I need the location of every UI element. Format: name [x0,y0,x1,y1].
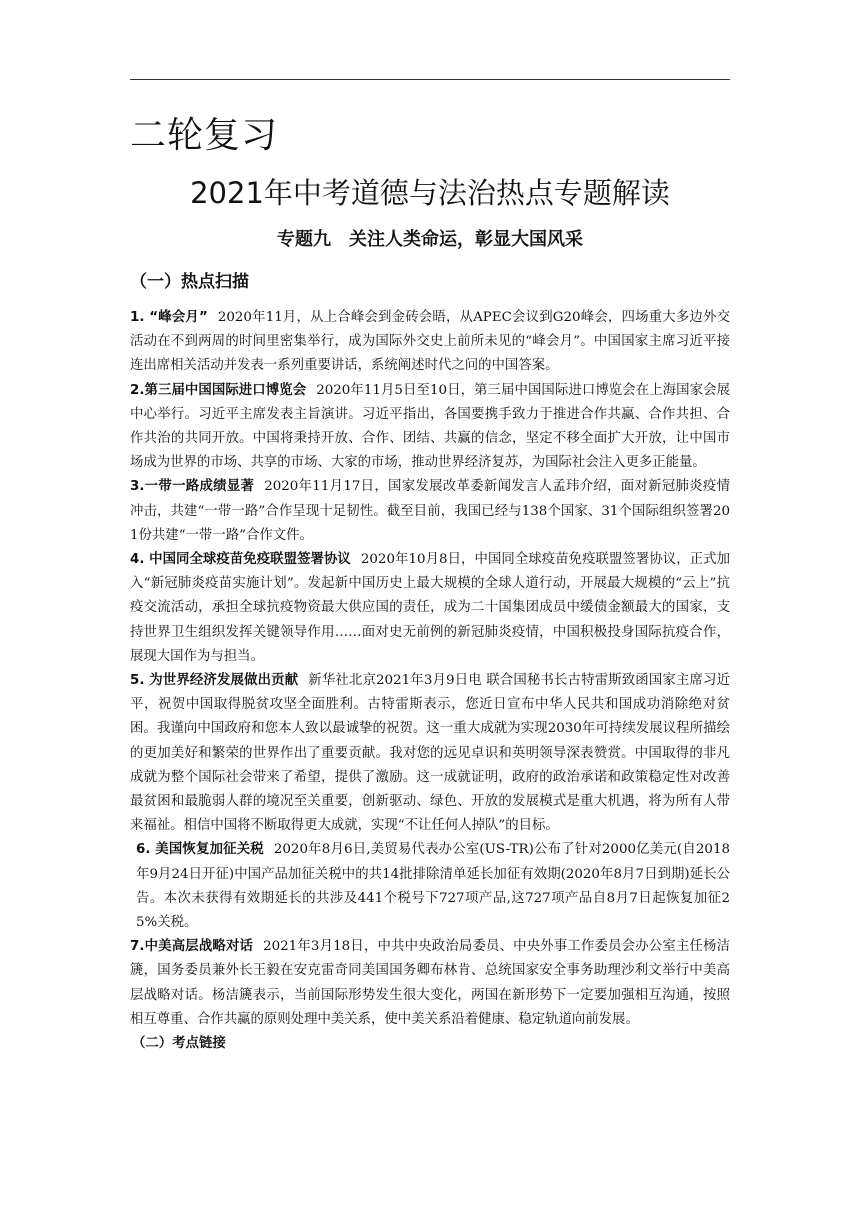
hotspot-item-1 [130,306,730,379]
review-title: 二轮复习 [130,115,279,156]
hotspot-item-title: 7.中美高层战略对话 [130,939,254,955]
hotspot-item-body: 2020年11月，从上合峰会到金砖会晤，从APEC会议到G20峰会，四场重大多边外交活动在不到两周的时间里密集举行，成为国际外交史上前所未见的“峰会月”。中国国家主席习近平接连出席相关活动并发表一系列重要讲话，系统阐述时代之问的中国答案。 [130,310,730,374]
sub-title: 专题九 关注人类命运，彰显大国风采 [277,229,583,250]
hotspot-item-5 [130,669,730,838]
section-heading-hotspot-scan: （一）热点扫描 [130,272,249,292]
section-heading-exam-links: （二）考点链接 [132,1036,226,1052]
hotspot-item-title: 4. 中国同全球疫苗免疫联盟签署协议 [130,552,351,568]
hotspot-item-4 [130,548,730,669]
hotspot-item-body: 2020年11月17日，国家发展改革委新闻发言人孟玮介绍，面对新冠肺炎疫情冲击，共建“一带一路”合作呈现十足韧性。截至目前，我国已经与138个国家、31个国际组织签署201份共建“一带一路”合作文件。 [130,479,731,543]
hotspot-item-title: 3.一带一路成绩显著 [130,479,255,495]
main-title: 2021年中考道德与法治热点专题解读 [190,176,670,210]
hotspot-item-body: 2020年11月5日至10日，第三届中国国际进口博览会在上海国家会展中心举行。习近平主席发表主旨演讲。习近平指出，各国要携手致力于推进合作共赢、合作共担、合作共治的共同开放。中国将秉持开放、合作、团结、共赢的信念，坚定不移全面扩大开放，让中国市场成为世界的市场、共享的市场、大家的市场，推动世界经济复苏，为国际社会注入更多正能量。 [130,382,730,471]
hotspot-item-body: 2020年10月8日，中国同全球疫苗免疫联盟签署协议，正式加入“新冠肺炎疫苗实施计划”。发起新中国历史上最大规模的全球人道行动，开展最大规模的“云上”抗疫交流活动，承担全球抗疫物资最大供应国的责任，成为二十国集团成员中缓债金额最大的国家，支持世界卫生组织发挥关键领导作用……面对史无前例的新冠肺炎疫情，中国积极投身国际抗疫合作，展现大国作为与担当。 [130,552,730,664]
hotspot-item-title: 5. 为世界经济发展做出贡献 [130,673,299,689]
hotspot-item-title: 6. 美国恢复加征关税 [136,842,264,858]
hotspot-list [130,306,730,1056]
hotspot-item-title: 2.第三届中国国际进口博览会 [130,382,307,398]
hotspot-item-2 [130,379,730,476]
hotspot-item-body: 新华社北京2021年3月9日电 联合国秘书长古特雷斯致函国家主席习近平，祝贺中国取得脱贫攻坚全面胜利。古特雷斯表示，您近日宣布中华人民共和国成功消除绝对贫困。我谨向中国政府和您本人致以最诚挚的祝贺。这一重大成就为实现2030年可持续发展议程所描绘的更加美好和繁荣的世界作出了重要贡献。我对您的远见卓识和英明领导深表赞赏。中国取得的非凡成就为整个国际社会带来了希望，提供了激励。这一成就证明，政府的政治承诺和政策稳定性对改善最贫困和最脆弱人群的境况至关重要，创新驱动、绿色、开放的发展模式是重大机遇，将为所有人带来福祉。相信中国将不断取得更大成就，实现“不让任何人掉队”的目标。 [130,673,730,834]
hotspot-item-title: 1. “峰会月” [130,310,208,325]
hotspot-item-7 [130,935,730,1032]
header-rule [130,79,730,80]
hotspot-item-6 [130,838,730,935]
hotspot-item-body: 2021年3月18日，中共中央政治局委员、中央外事工作委员会办公室主任杨洁篪，国务委员兼外长王毅在安克雷奇同美国国务卿布林肯、总统国家安全事务助理沙利文举行中美高层战略对话。杨洁篪表示，当前国际形势发生很大变化，两国在新形势下一定要加强相互沟通，按照相互尊重、合作共赢的原则处理中美关系，使中美关系沿着健康、稳定轨道向前发展。 [130,939,730,1027]
hotspot-item-3 [130,475,730,548]
hotspot-item-body: 2020年8月6日,美贸易代表办公室(US-TR)公布了针对2000亿美元(自2018年9月24日开征)中国产品加征关税中的共14批排除清单延长加征有效期(2020年8月7日到期)延长公告。本次未获得有效期延长的共涉及441个税号下727项产品,这727项产品自8月7日起恢复加征25%关税。 [136,842,730,931]
